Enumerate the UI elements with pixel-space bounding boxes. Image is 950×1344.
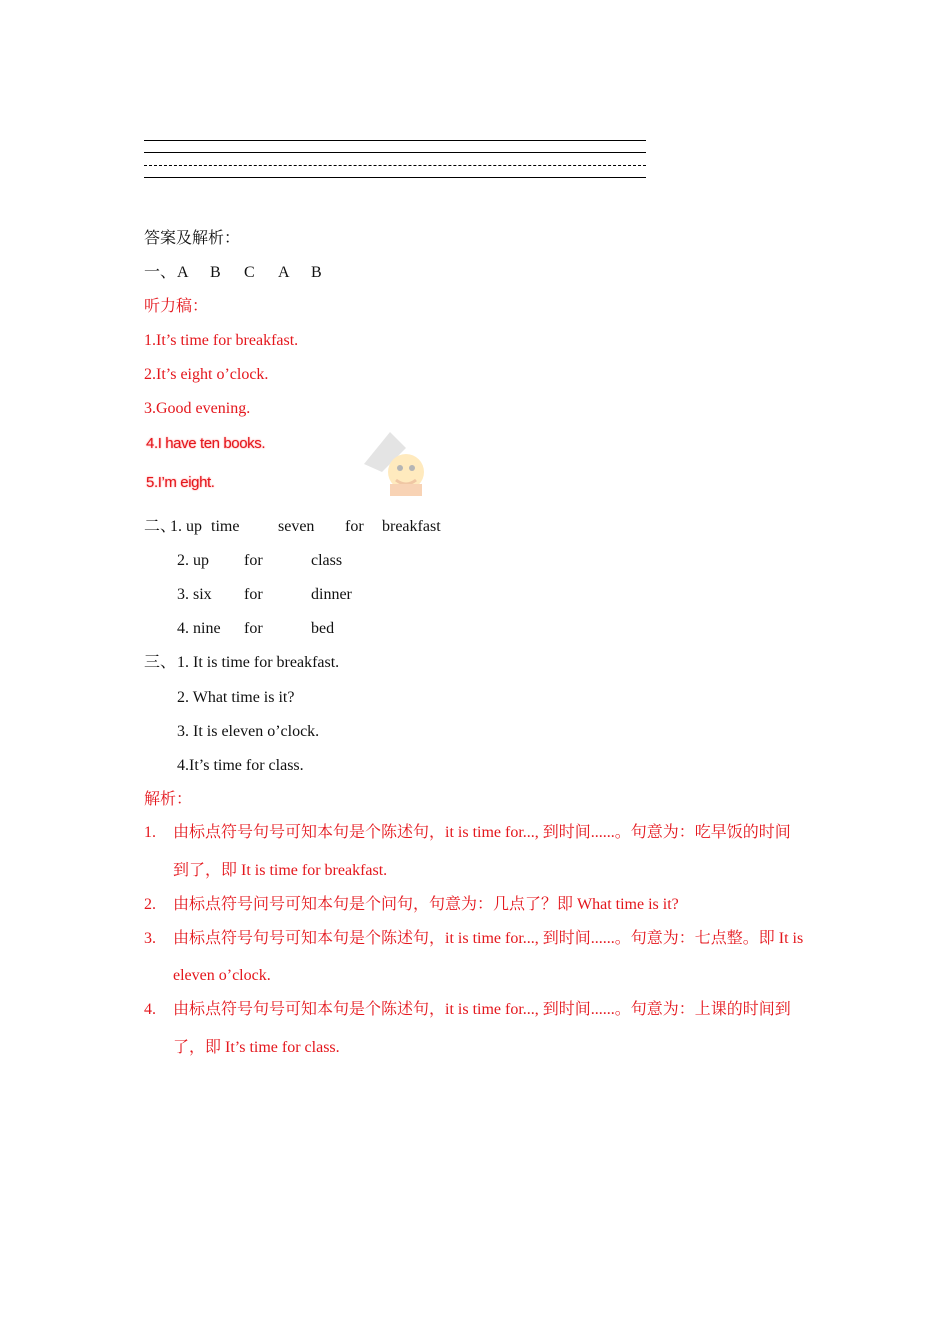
analysis-number: 2. xyxy=(144,896,156,913)
writing-line-2 xyxy=(144,152,646,153)
mascot-watermark-icon xyxy=(360,428,432,496)
part2-cell: for xyxy=(345,518,364,535)
analysis-number: 4. xyxy=(144,1001,156,1018)
part2-cell: dinner xyxy=(311,586,352,603)
transcript-line: 3.Good evening. xyxy=(144,400,251,417)
transcript-line: 1.It’s time for breakfast. xyxy=(144,332,299,349)
analysis-text: 由标点符号句号可知本句是个陈述句，it is time for..., 到时间......。句意为：七点整。即 It is xyxy=(173,930,804,947)
transcript-line: 4.I have ten books. xyxy=(146,435,266,452)
analysis-text: 了，即 It’s time for class. xyxy=(173,1039,340,1056)
part2-cell: time xyxy=(211,518,240,535)
analysis-number: 1. xyxy=(144,824,156,841)
part2-label: 二、 xyxy=(144,518,177,535)
part1-label: 一、 xyxy=(144,264,177,281)
part1-answer: B xyxy=(311,264,322,281)
part1-answer: B xyxy=(210,264,221,281)
transcript-title: 听力稿： xyxy=(144,298,209,315)
part2-cell: 3. six xyxy=(177,586,212,603)
analysis-text: 到了，即 It is time for breakfast. xyxy=(173,862,388,879)
analysis-text: 由标点符号句号可知本句是个陈述句，it is time for..., 到时间......。句意为：吃早饭的时间 xyxy=(173,824,791,841)
part3-item: 1. It is time for breakfast. xyxy=(177,654,340,671)
part2-cell: 4. nine xyxy=(177,620,221,637)
part3-item: 4.It’s time for class. xyxy=(177,757,304,774)
part1-answer: A xyxy=(278,264,290,281)
part2-cell: breakfast xyxy=(382,518,441,535)
analysis-text: 由标点符号句号可知本句是个陈述句，it is time for..., 到时间......。句意为：上课的时间到 xyxy=(173,1001,791,1018)
part1-answer: C xyxy=(244,264,255,281)
part2-cell: seven xyxy=(278,518,315,535)
analysis-text: eleven o’clock. xyxy=(173,967,271,984)
transcript-line: 5.I’m eight. xyxy=(146,474,215,491)
writing-line-1 xyxy=(144,140,646,141)
part3-item: 2. What time is it? xyxy=(177,689,295,706)
part2-cell: for xyxy=(244,620,263,637)
analysis-text: 由标点符号问号可知本句是个问句，句意为：几点了？即 What time is it? xyxy=(173,896,679,913)
part2-cell: 2. up xyxy=(177,552,209,569)
writing-line-4 xyxy=(144,177,646,178)
part2-cell: bed xyxy=(311,620,335,637)
part3-label: 三、 xyxy=(144,654,177,671)
transcript-line: 2.It’s eight o’clock. xyxy=(144,366,269,383)
analysis-title: 解析： xyxy=(144,791,193,808)
writing-line-dashed xyxy=(144,165,646,166)
analysis-number: 3. xyxy=(144,930,156,947)
part1-answer: A xyxy=(177,264,189,281)
part2-cell: class xyxy=(311,552,343,569)
part2-cell: for xyxy=(244,586,263,603)
part2-cell: for xyxy=(244,552,263,569)
part3-item: 3. It is eleven o’clock. xyxy=(177,723,320,740)
section-title: 答案及解析： xyxy=(144,230,241,247)
part2-cell: 1. up xyxy=(170,518,202,535)
